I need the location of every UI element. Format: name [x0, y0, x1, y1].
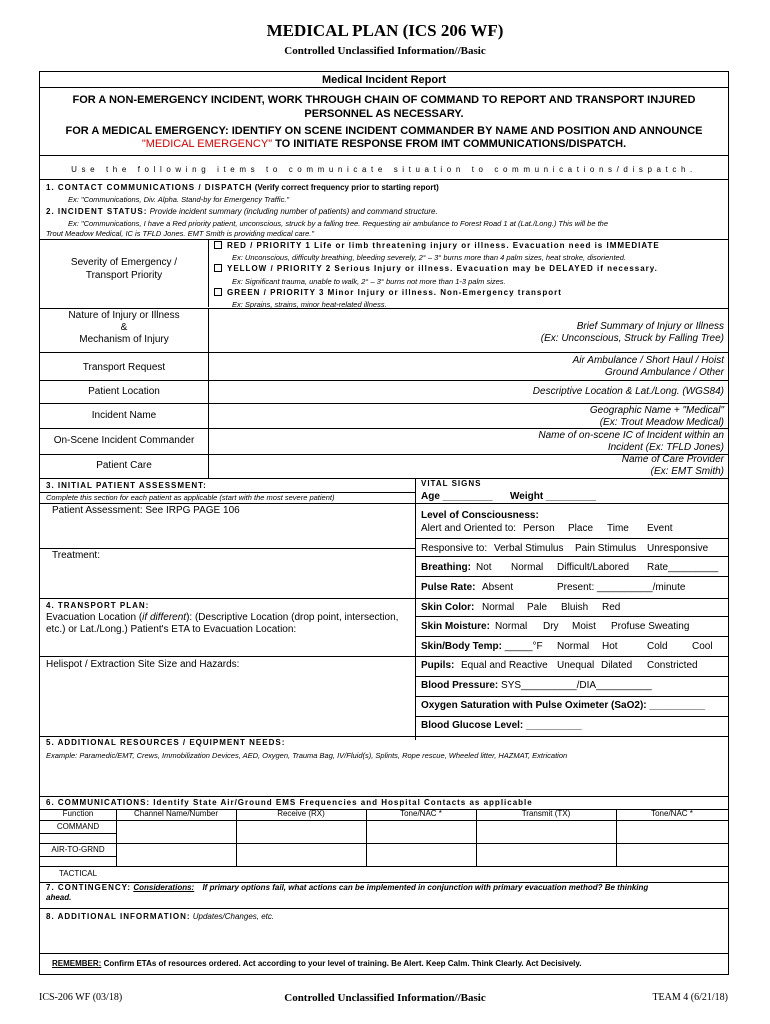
oxygen-saturation-field[interactable]: Oxygen Saturation with Pulse Oximeter (SaO2): __________ — [421, 700, 706, 711]
comms-row-air-to-grnd: AIR-TO-GRND — [51, 845, 105, 854]
red-priority-checkbox[interactable] — [214, 241, 222, 249]
incident-name-hint-1: Geographic Name + "Medical" — [589, 405, 724, 416]
skin-color-bluish-option[interactable]: Bluish — [561, 602, 589, 613]
patient-location-hint: Descriptive Location & Lat./Long. (WGS84) — [532, 386, 724, 397]
pupils-unequal-option[interactable]: Unequal — [557, 660, 595, 671]
transport-hint-2: Ground Ambulance / Other — [604, 367, 724, 378]
patient-care-label: Patient Care — [96, 460, 152, 471]
nature-label-3: Mechanism of Injury — [79, 334, 169, 345]
incident-commander-hint-2: Incident (Ex: TFLD Jones) — [607, 442, 724, 453]
unresponsive-option[interactable]: Unresponsive — [647, 543, 709, 554]
comms-col-rx-tone: Tone/NAC * — [400, 809, 442, 818]
incident-commander-label: On-Scene Incident Commander — [53, 435, 195, 446]
skin-temp-hot-option[interactable]: Hot — [602, 641, 618, 652]
nature-hint-1: Brief Summary of Injury or Illness — [576, 321, 724, 332]
severity-label-1: Severity of Emergency / — [70, 257, 178, 268]
skin-moisture-profuse-option[interactable]: Profuse Sweating — [611, 621, 690, 632]
pulse-absent-option[interactable]: Absent — [482, 582, 514, 593]
team-version: TEAM 4 (6/21/18) — [652, 992, 728, 1003]
pupils-dilated-option[interactable]: Dilated — [601, 660, 633, 671]
remember-note: REMEMBER: Confirm ETAs of resources ordered. Act according to your level of training. Be Alert. Keep Calm. Think Clearly. Act Decisively. — [52, 959, 582, 968]
comms-col-channel: Channel Name/Number — [133, 809, 219, 818]
incident-name-hint-2: (Ex: Trout Meadow Medical) — [599, 417, 724, 428]
skin-color-red-option[interactable]: Red — [602, 602, 621, 613]
footer-classification: Controlled Unclassified Information//Basic — [284, 992, 486, 1004]
pupils-constricted-option[interactable]: Constricted — [647, 660, 698, 671]
priority-green-option[interactable]: GREEN / PRIORITY 3 Minor Injury or illness. Non-Emergency transport — [214, 288, 562, 297]
evacuation-location-field[interactable]: Evacuation Location (if different): (Descriptive Location (drop point, intersection, — [46, 612, 399, 623]
breathing-normal-option[interactable]: Normal — [511, 562, 544, 573]
green-priority-checkbox[interactable] — [214, 288, 222, 296]
comms-row-tactical: TACTICAL — [58, 869, 98, 878]
comms-col-transmit: Transmit (TX) — [521, 809, 571, 818]
skin-temp-cool-option[interactable]: Cool — [692, 641, 713, 652]
nonemergency-line-1: FOR A NON-EMERGENCY INCIDENT, WORK THROUGH CHAIN OF COMMAND TO REPORT AND TRANSPORT INJURED — [72, 94, 696, 106]
responsive-verbal-option[interactable]: Verbal Stimulus — [494, 543, 564, 554]
transport-hint-1: Air Ambulance / Short Haul / Hoist — [572, 355, 724, 366]
comms-col-function: Function — [62, 809, 94, 818]
weight-field[interactable]: Weight _________ — [510, 491, 596, 502]
skin-moisture-row: Skin Moisture: — [421, 621, 490, 632]
breathing-not-option[interactable]: Not — [476, 562, 492, 573]
page-subtitle: Controlled Unclassified Information//Basic — [284, 45, 486, 57]
patient-care-hint-1: Name of Care Provider — [621, 454, 724, 465]
pulse-row: Pulse Rate: — [421, 582, 476, 593]
alert-oriented-label: Alert and Oriented to: — [421, 523, 517, 534]
section-3-title: 3. INITIAL PATIENT ASSESSMENT: — [46, 481, 207, 490]
pupils-equal-option[interactable]: Equal and Reactive — [461, 660, 548, 671]
vital-signs-heading: VITAL SIGNS — [421, 479, 482, 488]
nature-hint-2: (Ex: Unconscious, Struck by Falling Tree) — [540, 333, 724, 344]
section-7-block: 7. CONTINGENCY: Considerations: If primary options fail, what actions can be implemented in conjunction with primary evacuation method? Be thinking ahead. — [46, 883, 649, 902]
skin-moisture-normal-option[interactable]: Normal — [495, 621, 528, 632]
section-6-title: 6. COMMUNICATIONS: Identify State Air/Ground EMS Frequencies and Hospital Contacts as applicable — [46, 798, 533, 807]
priority-red-option[interactable]: RED / PRIORITY 1 Life or limb threatening injury or illness. Evacuation need is IMMEDIATE — [214, 241, 660, 250]
blood-glucose-field[interactable]: Blood Glucose Level: __________ — [421, 720, 582, 731]
breathing-rate-field[interactable]: Rate_________ — [647, 562, 719, 573]
skin-temp-normal-option[interactable]: Normal — [557, 641, 590, 652]
age-field[interactable]: Age _________ — [421, 491, 493, 502]
nature-label-2: & — [120, 322, 128, 333]
medical-emergency-callout: "MEDICAL EMERGENCY" — [141, 138, 273, 150]
breathing-difficult-option[interactable]: Difficult/Labored — [557, 562, 630, 573]
responsive-pain-option[interactable]: Pain Stimulus — [575, 543, 637, 554]
helispot-field[interactable]: Helispot / Extraction Site Size and Hazards: — [46, 659, 240, 670]
incident-name-label: Incident Name — [91, 410, 157, 421]
section-5-example: Example: Paramedic/EMT, Crews, Immobilization Devices, AED, Oxygen, Trauma Bag, IV/Fluid(s), Splints, Rope rescue, Wheeled litter, HAZMAT, Extrication — [46, 751, 568, 760]
medical-plan-form — [39, 71, 729, 975]
severity-label-2: Transport Priority — [85, 270, 163, 281]
section-2-example-1: Ex: "Communications, I have a Red priority patient, unconscious, struck by a falling tree. Requesting air ambulance to Forest Road 1 at (Lat./Long.) This will be the — [68, 219, 609, 228]
loc-label: Level of Consciousness: — [421, 510, 539, 521]
skin-moisture-moist-option[interactable]: Moist — [572, 621, 596, 632]
page-title: MEDICAL PLAN (ICS 206 WF) — [266, 21, 504, 40]
section-3-note: Complete this section for each patient as applicable (start with the most severe patient) — [46, 493, 335, 502]
use-items-line: Use the following items to communicate situation to communications/dispatch. — [71, 165, 697, 174]
evacuation-location-field-2: etc.) or Lat./Long.) Patient's ETA to Evacuation Location: — [46, 624, 297, 635]
section-2-title: 2. INCIDENT STATUS: Provide incident summary (including number of patients) and command structure. — [46, 207, 438, 216]
yellow-priority-checkbox[interactable] — [214, 264, 222, 272]
oriented-person-option[interactable]: Person — [523, 523, 555, 534]
treatment-field[interactable]: Treatment: — [52, 550, 100, 561]
nonemergency-line-2: PERSONNEL AS NECESSARY. — [304, 108, 464, 120]
responsive-label: Responsive to: — [421, 543, 488, 554]
priority-green-example: Ex: Sprains, strains, minor heat-related illness. — [232, 300, 387, 309]
section-8-title: 8. ADDITIONAL INFORMATION: Updates/Changes, etc. — [46, 912, 275, 921]
skin-color-pale-option[interactable]: Pale — [527, 602, 548, 613]
skin-temp-cold-option[interactable]: Cold — [647, 641, 668, 652]
section-4-title: 4. TRANSPORT PLAN: — [46, 601, 150, 610]
section-1-example: Ex: "Communications, Div. Alpha. Stand-by for Emergency Traffic." — [68, 195, 290, 204]
emergency-line-1: FOR A MEDICAL EMERGENCY: IDENTIFY ON SCENE INCIDENT COMMANDER BY NAME AND POSITION AND ANNOUNCE — [65, 125, 703, 137]
comms-col-receive: Receive (RX) — [277, 809, 325, 818]
breathing-row: Breathing: — [421, 562, 471, 573]
section-5-title: 5. ADDITIONAL RESOURCES / EQUIPMENT NEEDS: — [46, 738, 286, 747]
pupils-row: Pupils: — [421, 660, 455, 671]
oriented-event-option[interactable]: Event — [647, 523, 673, 534]
section-1-title: 1. CONTACT COMMUNICATIONS / DISPATCH (Verify correct frequency prior to starting report) — [46, 183, 439, 192]
skin-color-normal-option[interactable]: Normal — [482, 602, 515, 613]
priority-yellow-option[interactable]: YELLOW / PRIORITY 2 Serious Injury or illness. Evacuation may be DELAYED if necessary. — [214, 264, 658, 273]
skin-temp-row[interactable]: Skin/Body Temp: _____°F — [421, 641, 543, 652]
oriented-time-option[interactable]: Time — [607, 523, 629, 534]
emergency-line-2: "MEDICAL EMERGENCY" TO INITIATE RESPONSE FROM IMT COMMUNICATIONS/DISPATCH. — [141, 138, 627, 150]
patient-location-label: Patient Location — [88, 386, 160, 397]
patient-care-hint-2: (Ex: EMT Smith) — [650, 466, 724, 477]
comms-col-tx-tone: Tone/NAC * — [651, 809, 693, 818]
skin-color-row: Skin Color: — [421, 602, 475, 613]
oriented-place-option[interactable]: Place — [568, 523, 594, 534]
pulse-present-field[interactable]: Present: __________/minute — [557, 582, 686, 593]
nature-label-1: Nature of Injury or Illness — [68, 310, 180, 321]
incident-commander-hint-1: Name of on-scene IC of Incident within an — [538, 430, 724, 441]
section-2-example-2: Trout Meadow Medical, IC is TFLD Jones. EMT Smith is providing medical care." — [46, 229, 315, 238]
report-heading: Medical Incident Report — [321, 74, 447, 86]
skin-moisture-dry-option[interactable]: Dry — [543, 621, 559, 632]
form-version: ICS-206 WF (03/18) — [39, 992, 123, 1003]
priority-yellow-example: Ex: Significant trauma, unable to walk, 2° – 3° burns not more than 1-3 palm sizes. — [232, 277, 506, 286]
comms-row-command: COMMAND — [56, 822, 100, 831]
patient-assessment-field[interactable]: Patient Assessment: See IRPG PAGE 106 — [52, 505, 240, 516]
priority-red-example: Ex: Unconscious, difficulty breathing, bleeding severely, 2° – 3° burns more than 4 palm sizes, heat stroke, disoriented. — [232, 253, 626, 262]
transport-request-label: Transport Request — [82, 362, 166, 373]
blood-pressure-field[interactable]: Blood Pressure: SYS__________/DIA__________ — [421, 680, 652, 691]
